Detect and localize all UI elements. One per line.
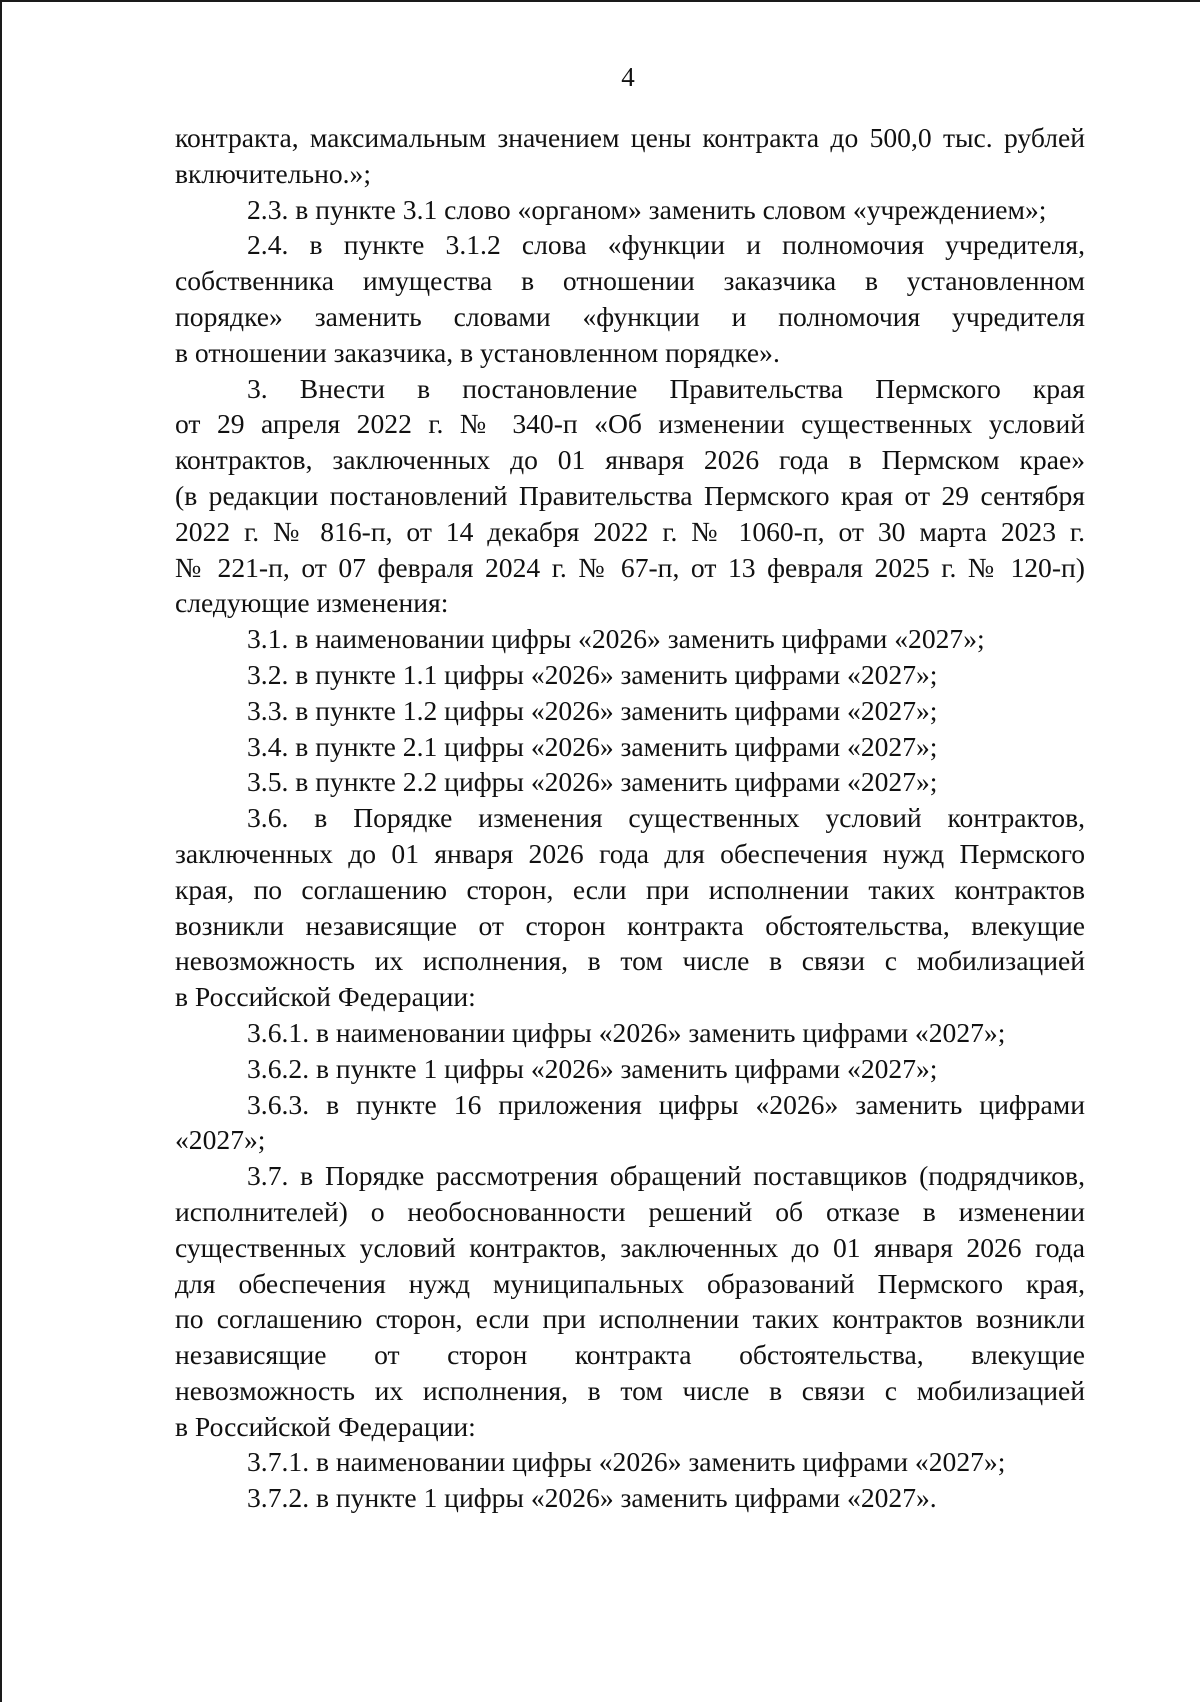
text-line: 3.6. в Порядке изменения существенных условий контрактов, — [247, 802, 1085, 834]
text-line: 3.6.1. в наименовании цифры «2026» заменить цифрами «2027»; — [247, 1016, 1006, 1048]
text-line: 3.2. в пункте 1.1 цифры «2026» заменить цифрами «2027»; — [247, 658, 938, 690]
text-line: следующие изменения: — [175, 587, 449, 619]
text-line: 2022 г. № 816-п, от 14 декабря 2022 г. № 1060-п, от 30 марта 2023 г. — [175, 515, 1085, 547]
text-line: 3. Внести в постановление Правительства Пермского края — [247, 372, 1085, 404]
text-line: порядке» заменить словами «функции и полномочия учредителя — [175, 300, 1085, 332]
text-line: независящие от сторон контракта обстоятельства, влекущие — [175, 1339, 1085, 1371]
text-line: в Российской Федерации: — [175, 981, 476, 1013]
text-line: контракта, максимальным значением цены контракта до 500,0 тыс. рублей — [175, 122, 1085, 153]
scan-edge-top — [0, 0, 1200, 2]
text-line: по соглашению сторон, если при исполнении таких контрактов возникли — [175, 1303, 1085, 1335]
text-line: 3.3. в пункте 1.2 цифры «2026» заменить цифрами «2027»; — [247, 694, 938, 726]
text-line: для обеспечения нужд муниципальных образований Пермского края, — [175, 1267, 1085, 1299]
text-line: 3.1. в наименовании цифры «2026» заменить цифрами «2027»; — [247, 623, 985, 655]
text-line: 3.4. в пункте 2.1 цифры «2026» заменить цифрами «2027»; — [247, 730, 938, 762]
text-line: от 29 апреля 2022 г. № 340-п «Об изменении существенных условий — [175, 408, 1085, 440]
text-line: «2027»; — [175, 1124, 266, 1156]
text-line: 2.3. в пункте 3.1 слово «органом» заменить словом «учреждением»; — [247, 193, 1047, 225]
scan-edge-left — [0, 0, 2, 1702]
page-number: 4 — [621, 62, 635, 92]
text-line: исполнителей) о необоснованности решений об отказе в изменении — [175, 1195, 1085, 1227]
text-line: контрактов, заключенных до 01 января 2026 года в Пермском крае» — [175, 444, 1085, 476]
text-line: заключенных до 01 января 2026 года для обеспечения нужд Пермского — [175, 837, 1085, 869]
text-line: 3.7. в Порядке рассмотрения обращений поставщиков (подрядчиков, — [247, 1160, 1085, 1192]
text-line: невозможность их исполнения, в том числе в связи с мобилизацией — [175, 945, 1085, 977]
text-line: 3.7.2. в пункте 1 цифры «2026» заменить цифрами «2027». — [247, 1482, 937, 1514]
text-line: 3.6.2. в пункте 1 цифры «2026» заменить цифрами «2027»; — [247, 1052, 938, 1084]
text-line: в отношении заказчика, в установленном порядке». — [175, 336, 780, 368]
text-line: возникли независящие от сторон контракта обстоятельства, влекущие — [175, 909, 1085, 941]
text-line: собственника имущества в отношении заказчика в установленном — [175, 265, 1085, 297]
text-line: 2.4. в пункте 3.1.2 слова «функции и полномочия учредителя, — [247, 229, 1085, 261]
text-line: невозможность их исполнения, в том числе в связи с мобилизацией — [175, 1374, 1085, 1406]
text-line: 3.6.3. в пункте 16 приложения цифры «2026» заменить цифрами — [247, 1088, 1085, 1120]
text-line: (в редакции постановлений Правительства Пермского края от 29 сентября — [175, 479, 1085, 511]
text-line: края, по соглашению сторон, если при исполнении таких контрактов — [175, 873, 1085, 905]
text-line: в Российской Федерации: — [175, 1410, 476, 1442]
text-line: 3.5. в пункте 2.2 цифры «2026» заменить цифрами «2027»; — [247, 766, 938, 798]
text-line: № 221-п, от 07 февраля 2024 г. № 67-п, от 13 февраля 2025 г. № 120-п) — [175, 551, 1085, 583]
text-line: 3.7.1. в наименовании цифры «2026» заменить цифрами «2027»; — [247, 1446, 1006, 1478]
text-line: включительно.»; — [175, 157, 371, 189]
text-line: существенных условий контрактов, заключенных до 01 января 2026 года — [175, 1231, 1085, 1263]
document-body — [175, 120, 1085, 1516]
